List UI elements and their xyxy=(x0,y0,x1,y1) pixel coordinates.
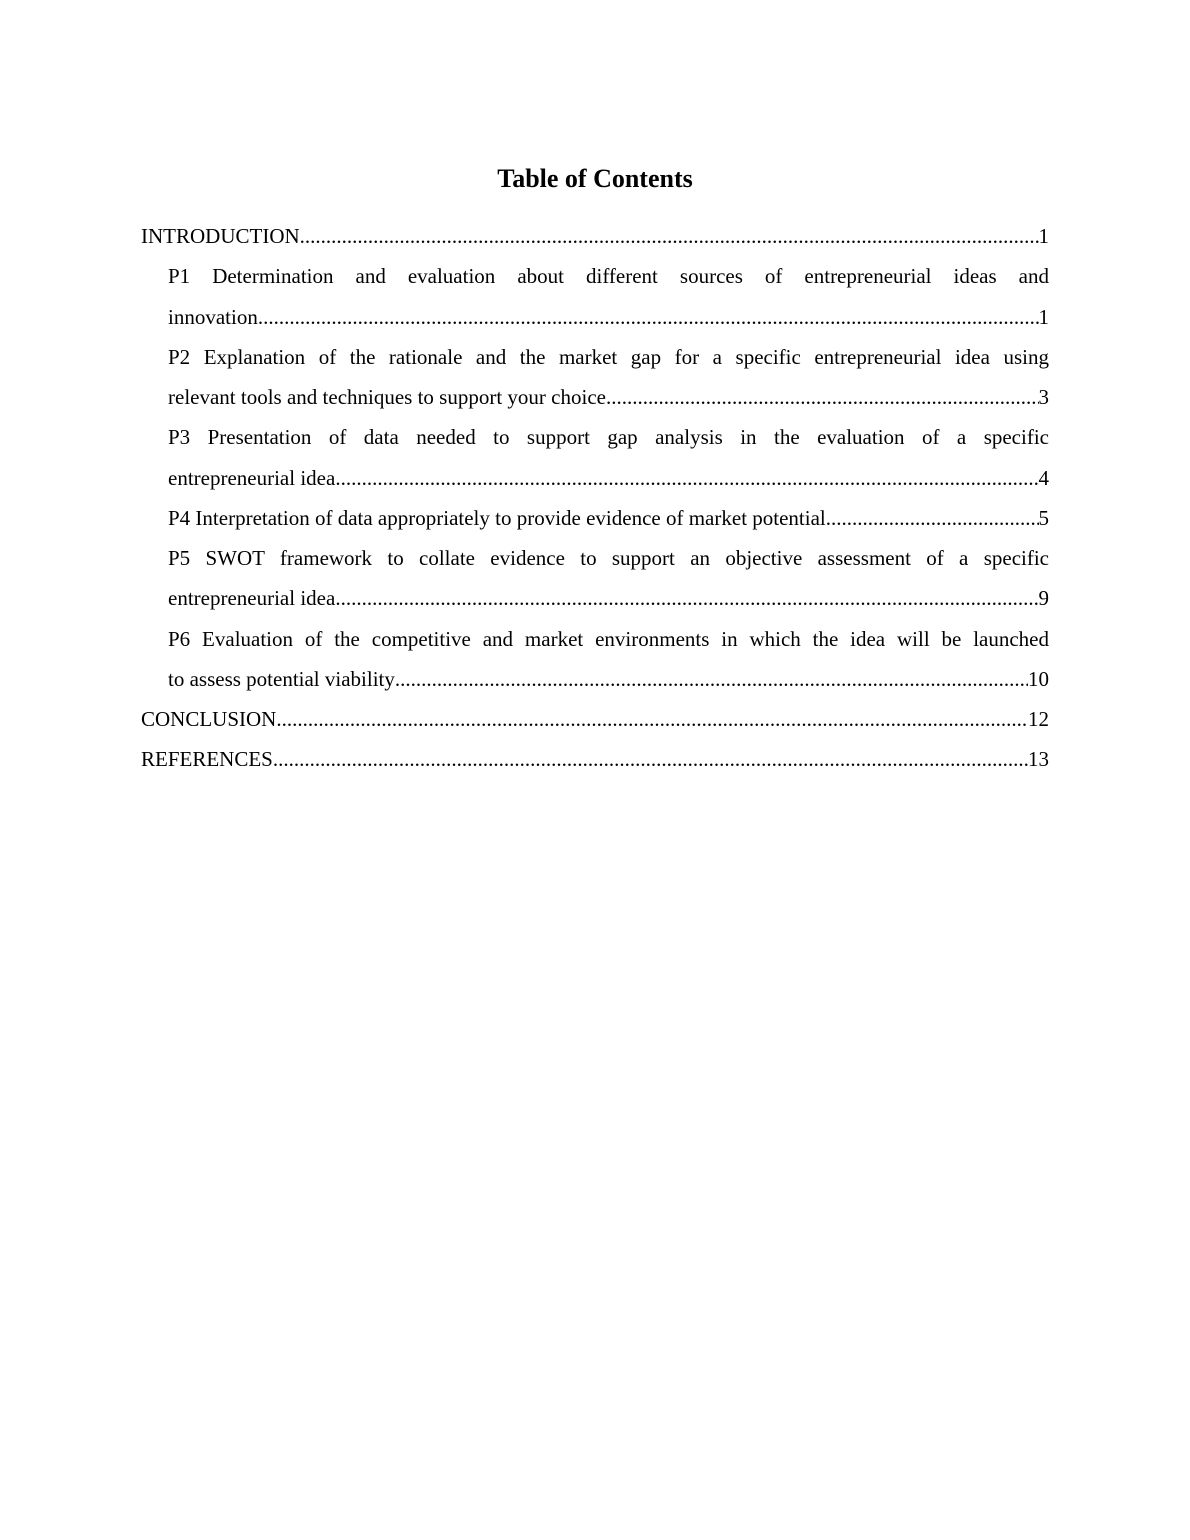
toc-entry-text: P1 Determination and evaluation about different sources of entrepreneurial ideas and xyxy=(168,264,1049,289)
toc-title: Table of Contents xyxy=(497,164,693,193)
toc-entry-line xyxy=(141,216,1049,256)
toc-dot-leader xyxy=(826,498,1039,538)
toc-page-number: 13 xyxy=(1028,747,1049,772)
toc-entry[interactable] xyxy=(141,699,1049,739)
toc-page-number: 10 xyxy=(1028,666,1049,691)
toc-dot-leader xyxy=(335,458,1038,498)
toc-entry-line xyxy=(141,699,1049,739)
toc-entry-label: INTRODUCTION xyxy=(141,224,300,248)
toc-page-number: 5 xyxy=(1038,505,1049,530)
table-of-contents xyxy=(141,216,1049,780)
toc-entry-line xyxy=(141,739,1049,779)
toc-entry[interactable] xyxy=(141,337,1049,418)
toc-entry-label: REFERENCES xyxy=(141,747,273,772)
toc-dot-leader xyxy=(258,297,1039,337)
toc-entry[interactable] xyxy=(141,619,1049,700)
toc-page-number: 3 xyxy=(1038,385,1049,409)
toc-entry-text: P5 SWOT framework to collate evidence to support an objective assessment of a specific xyxy=(168,546,1049,570)
toc-entry[interactable] xyxy=(141,739,1049,779)
toc-entry-text: P3 Presentation of data needed to support gap analysis in the evaluation of a specific xyxy=(168,425,1049,450)
toc-page-number: 1 xyxy=(1038,224,1049,248)
toc-page-number: 1 xyxy=(1038,304,1049,329)
toc-entry[interactable] xyxy=(141,417,1049,498)
toc-entry[interactable] xyxy=(141,538,1049,619)
toc-entry[interactable] xyxy=(141,216,1049,256)
toc-entry-line xyxy=(168,578,1049,618)
toc-page-number: 4 xyxy=(1038,465,1049,490)
toc-entry-line xyxy=(168,297,1049,337)
toc-page-number: 9 xyxy=(1038,586,1049,611)
toc-dot-leader xyxy=(395,659,1028,699)
toc-entry[interactable] xyxy=(141,256,1049,337)
toc-page-number: 12 xyxy=(1028,707,1049,731)
toc-entry-line xyxy=(168,458,1049,498)
toc-entry-label: CONCLUSION xyxy=(141,707,277,731)
toc-entry[interactable] xyxy=(141,498,1049,538)
toc-entry-text: P2 Explanation of the rationale and the market gap for a specific entrepreneurial idea using xyxy=(168,344,1049,369)
toc-entry-label: relevant tools and techniques to support your choice xyxy=(168,385,606,409)
toc-entry-label: entrepreneurial idea xyxy=(168,465,336,490)
toc-entry-label: P4 Interpretation of data appropriately to provide evidence of market potential xyxy=(168,505,826,530)
toc-dot-leader xyxy=(606,377,1039,417)
toc-dot-leader xyxy=(276,699,1028,739)
toc-dot-leader xyxy=(273,739,1028,779)
toc-dot-leader xyxy=(335,578,1038,618)
toc-entry-label: innovation xyxy=(168,304,258,329)
toc-entry-line xyxy=(168,659,1049,699)
toc-entry-label: to assess potential viability xyxy=(168,666,395,691)
toc-entry-line xyxy=(168,498,1049,538)
toc-entry-text: P6 Evaluation of the competitive and market environments in which the idea will be launched xyxy=(168,626,1049,651)
toc-entry-label: entrepreneurial idea xyxy=(168,586,336,611)
toc-entry-line xyxy=(168,377,1049,417)
toc-dot-leader xyxy=(300,216,1039,256)
